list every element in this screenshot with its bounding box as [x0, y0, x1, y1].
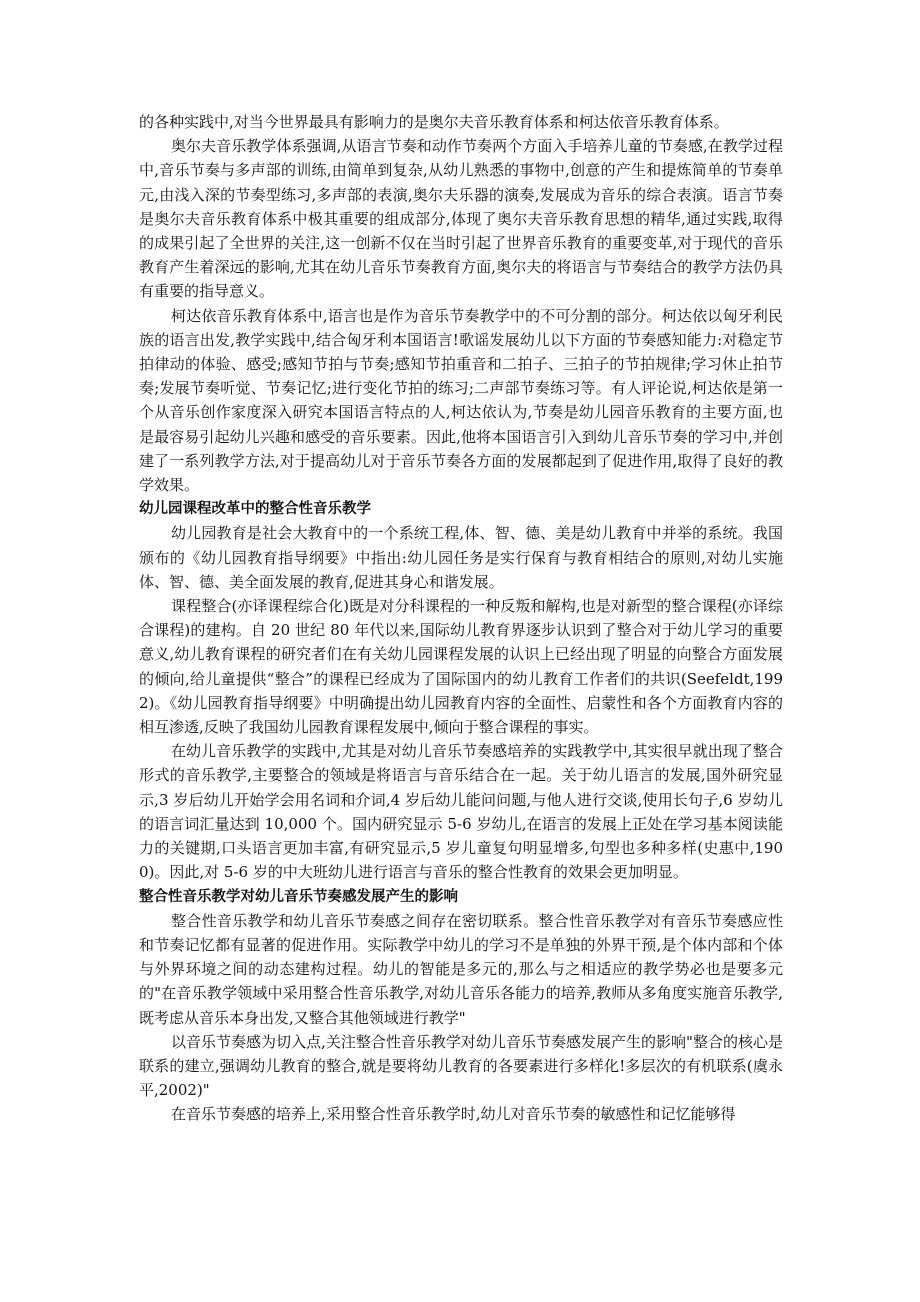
document-page [139, 110, 783, 1127]
paragraph-orff: 奥尔夫音乐教学体系强调,从语言节奏和动作节奏两个方面入手培养儿童的节奏感,在教学过程中,音乐节奏与多声部的训练,由简单到复杂,从幼儿熟悉的事物中,创意的产生和提炼简单的节奏单元,由浅入深的节奏型练习,多声部的表演,奥尔夫乐器的演奏,发展成为音乐的综合表演。语言节奏是奥尔夫音乐教育体系中极其重要的组成部分,体现了奥尔夫音乐教育思想的精华,通过实践,取得的成果引起了全世界的关注,这一创新不仅在当时引起了世界音乐教育的重要变革,对于现代的音乐教育产生着深远的影响,尤其在幼儿音乐节奏教育方面,奥尔夫的将语言与节奏结合的教学方法仍具有重要的指导意义。 [139, 137, 783, 301]
paragraph-integrated-relationship: 整合性音乐教学和幼儿音乐节奏感之间存在密切联系。整合性音乐教学对有音乐节奏感应性和节奏记忆都有显著的促进作用。实际教学中幼儿的学习不是单独的外界干预,是个体内部和个体与外界环境之间的动态建构过程。幼儿的智能是多元的,那么与之相适应的教学势必也是要多元的"在音乐教学领域中采用整合性音乐教学,对幼儿音乐各能力的培养,教师从多角度实施音乐教学,既考虑从音乐本身出发,又整合其他领域进行教学" [139, 911, 783, 1027]
section-heading-curriculum-reform: 幼儿园课程改革中的整合性音乐教学 [139, 501, 371, 518]
paragraph-sensitivity: 在音乐节奏感的培养上,采用整合性音乐教学时,幼儿对音乐节奏的敏感性和记忆能够得 [171, 1105, 736, 1124]
paragraph-kindergarten-education: 幼儿园教育是社会大教育中的一个系统工程,体、智、德、美是幼儿教育中并举的系统。我国颁布的《幼儿园教育指导纲要》中指出:幼儿园任务是实行保育与教育相结合的原则,对幼儿实施体、智、德、美全面发展的教育,促进其身心和谐发展。 [139, 524, 783, 591]
paragraph-integrated-practice: 在幼儿音乐教学的实践中,尤其是对幼儿音乐节奏感培养的实践教学中,其实很早就出现了整合形式的音乐教学,主要整合的领域是将语言与音乐结合在一起。关于幼儿语言的发展,国外研究显示,3 岁后幼儿开始学会用名词和介词,4 岁后幼儿能问问题,与他人进行交谈,使用长句子,6 岁幼儿的语言词汇量达到 10,000 个。国内研究显示 5-6 岁幼儿,在语言的发展上正处在学习基本阅读能力的关键期,口头语言更加丰富,有研究显示,5 岁儿童复句明显增多,句型也多种多样(史惠中,1900)。因此,对 5-6 岁的中大班幼儿进行语言与音乐的整合性教育的效果会更加明显。 [139, 742, 783, 882]
paragraph-entry-point: 以音乐节奏感为切入点,关注整合性音乐教学对幼儿音乐节奏感发展产生的影响"整合的核心是联系的建立,强调幼儿教育的整合,就是要将幼儿教育的各要素进行多样化!多层次的有机联系(虞永平,2002)" [139, 1032, 783, 1100]
section-heading-impact: 整合性音乐教学对幼儿音乐节奏感发展产生的影响 [139, 888, 458, 905]
paragraph-kodaly: 柯达依音乐教育体系中,语言也是作为音乐节奏教学中的不可分割的部分。柯达依以匈牙利民族的语言出发,教学实践中,结合匈牙利本国语言!歌谣发展幼儿以下方面的节奏感知能力:对稳定节拍律动的体验、感受;感知节拍与节奏;感知节拍重音和二拍子、三拍子的节拍规律;学习休止拍节奏;发展节奏听觉、节奏记忆;进行变化节拍的练习;二声部节奏练习等。有人评论说,柯达依是第一个从音乐创作家度深入研究本国语言特点的人,柯达依认为,节奏是幼儿园音乐教育的主要方面,也是最容易引起幼儿兴趣和感受的音乐要素。因此,他将本国语言引入到幼儿音乐节奏的学习中,并创建了一系列教学方法,对于提高幼儿对于音乐节奏各方面的发展都起到了促进作用,取得了良好的教学效果。 [139, 306, 783, 495]
paragraph-continuation: 的各种实践中,对当今世界最具有影响力的是奥尔夫音乐教育体系和柯达依音乐教育体系。 [139, 113, 729, 131]
paragraph-curriculum-integration: 课程整合(亦译课程综合化)既是对分科课程的一种反叛和解构,也是对新型的整合课程(亦译综合课程)的建构。自 20 世纪 80 年代以来,国际幼儿教育界逐步认识到了整合对于幼儿学习的重要意义,幼儿教育课程的研究者们在有关幼儿园课程发展的认识上已经出现了明显的向整合方面发展的倾向,给儿童提供“整合”的课程已经成为了国际国内的幼儿教育工作者们的共识(Seefeldt,1992)。《幼儿园教育指导纲要》中明确提出幼儿园教育内容的全面性、启蒙性和各个方面教育内容的相互渗透,反映了我国幼儿园教育课程发展中,倾向于整合课程的事实。 [139, 597, 783, 737]
